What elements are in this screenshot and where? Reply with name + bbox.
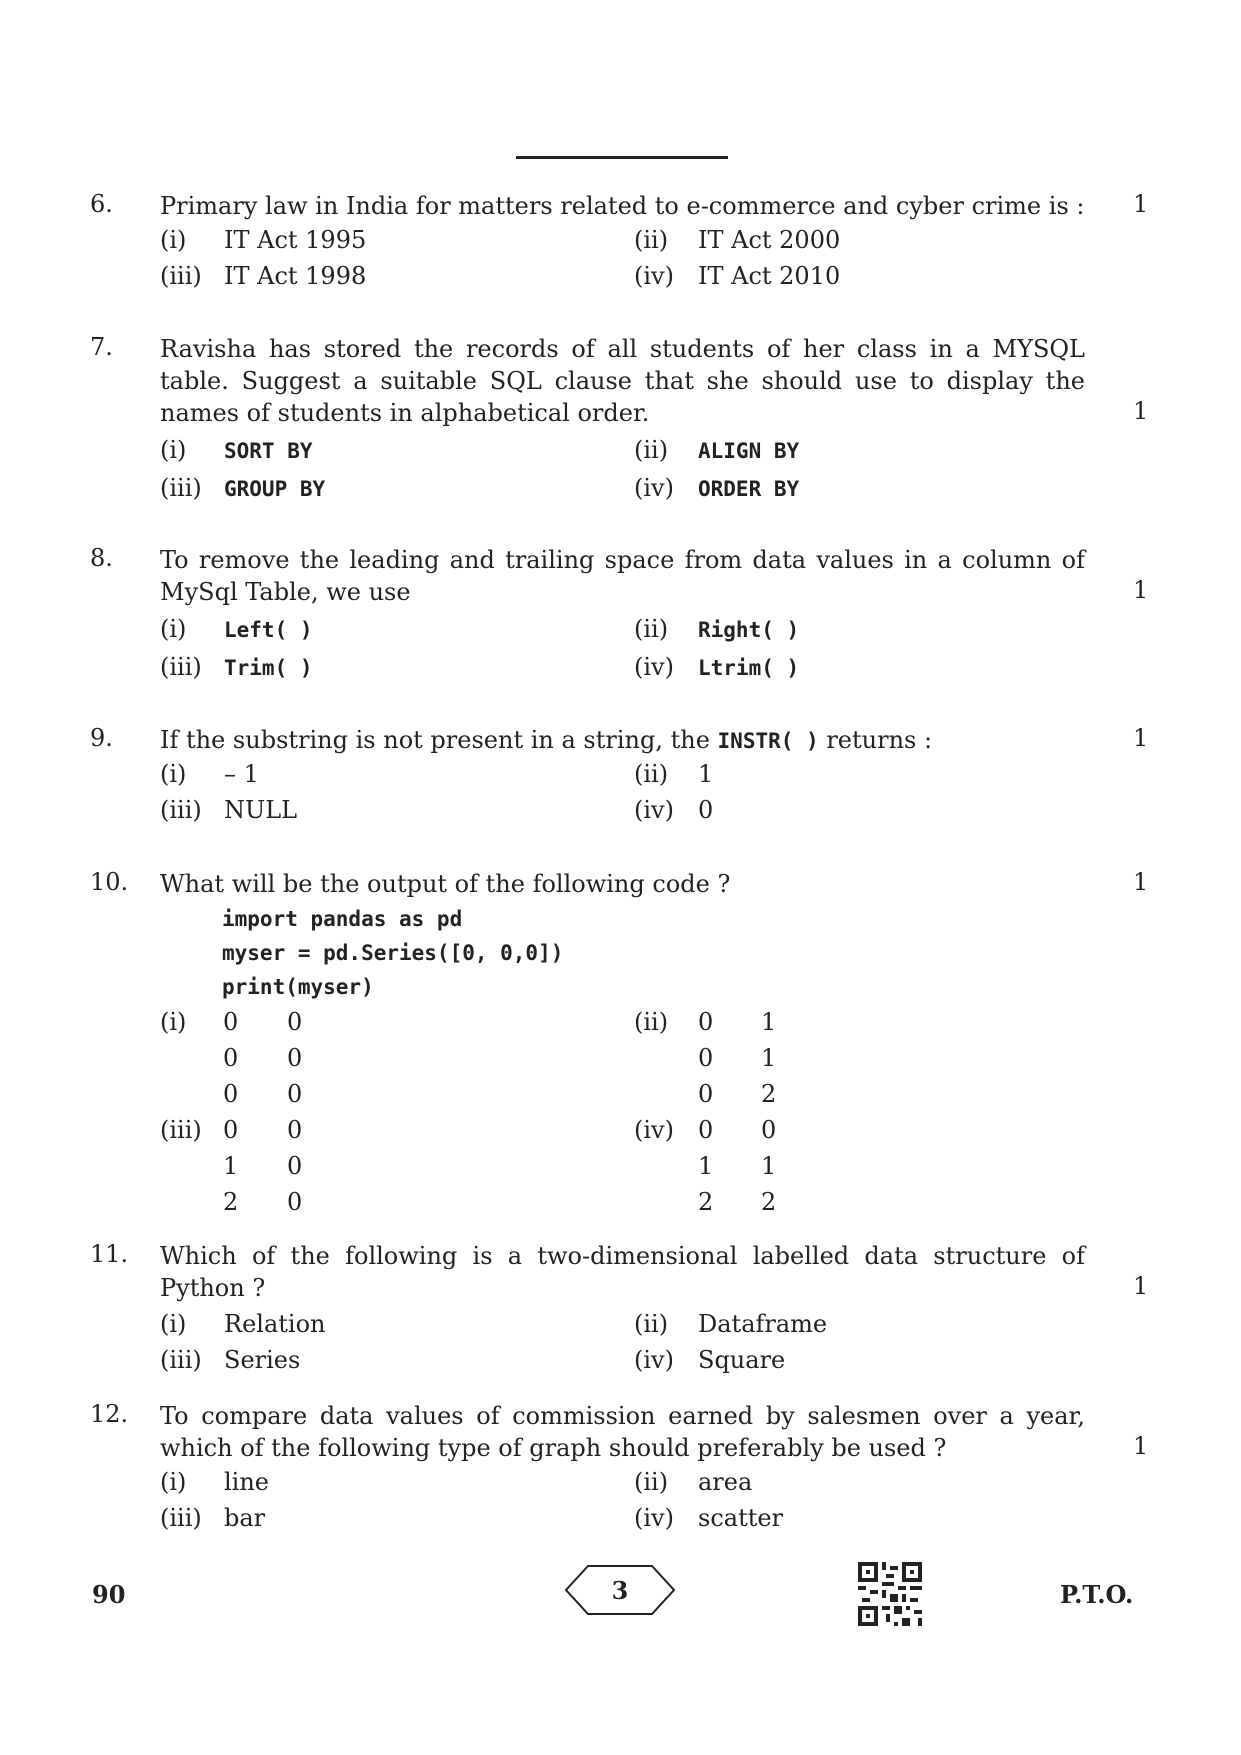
page-number: 3 bbox=[611, 1576, 629, 1605]
output-value: 0 bbox=[287, 1116, 303, 1144]
option-iii: (iii) bar bbox=[160, 1504, 266, 1532]
code-line-2: myser = pd.Series([0, 0,0]) bbox=[222, 941, 564, 965]
option-ii: (ii) area bbox=[634, 1468, 753, 1496]
output-value: 0 bbox=[287, 1044, 303, 1072]
marks: 1 bbox=[1133, 1272, 1149, 1300]
question-number: 7. bbox=[90, 333, 113, 361]
output-value: 2 bbox=[761, 1188, 777, 1216]
option-ii: (ii) IT Act 2000 bbox=[634, 226, 841, 254]
option-i: (i) Relation bbox=[160, 1310, 326, 1338]
option-iv: (iv) scatter bbox=[634, 1504, 784, 1532]
output-value: 0 bbox=[287, 1008, 303, 1036]
option-iii: (iii) NULL bbox=[160, 796, 298, 824]
output-value: 0 bbox=[287, 1188, 303, 1216]
question-text: Primary law in India for matters related to e-commerce and cyber crime is : bbox=[160, 192, 1085, 220]
question-text: To compare data values of commission earned by salesmen over a year, which of the following type of graph should preferably be used ? bbox=[160, 1402, 1085, 1462]
output-value: 0 bbox=[287, 1080, 303, 1108]
question-number: 10. bbox=[90, 868, 129, 896]
output-index: 1 bbox=[223, 1152, 239, 1180]
output-value: 1 bbox=[761, 1008, 777, 1036]
output-index: 2 bbox=[698, 1188, 714, 1216]
option-label: (iv) bbox=[634, 1116, 674, 1144]
marks: 1 bbox=[1133, 397, 1149, 425]
page-number-badge bbox=[564, 1564, 676, 1616]
question-number: 6. bbox=[90, 190, 113, 218]
marks: 1 bbox=[1133, 724, 1149, 752]
output-value: 1 bbox=[761, 1152, 777, 1180]
question-number: 8. bbox=[90, 544, 113, 572]
option-iii: (iii) GROUP BY bbox=[160, 474, 326, 502]
pto-label: P.T.O. bbox=[1060, 1580, 1134, 1609]
output-value: 0 bbox=[287, 1152, 303, 1180]
question-text: What will be the output of the following code ? bbox=[160, 870, 731, 898]
option-i: (i) Left( ) bbox=[160, 615, 313, 643]
separator-line bbox=[516, 156, 728, 159]
option-iv: (iv) 0 bbox=[634, 796, 714, 824]
output-index: 0 bbox=[698, 1116, 714, 1144]
output-value: 2 bbox=[761, 1080, 777, 1108]
output-value: 0 bbox=[761, 1116, 777, 1144]
output-index: 0 bbox=[223, 1080, 239, 1108]
question-number: 12. bbox=[90, 1400, 129, 1428]
output-index: 0 bbox=[698, 1044, 714, 1072]
code-line-1: import pandas as pd bbox=[222, 907, 463, 931]
output-index: 0 bbox=[223, 1008, 239, 1036]
option-ii: (ii) Right( ) bbox=[634, 615, 800, 643]
output-index: 0 bbox=[223, 1044, 239, 1072]
option-i: (i) SORT BY bbox=[160, 436, 313, 464]
option-label: (iii) bbox=[160, 1116, 202, 1144]
option-label: (ii) bbox=[634, 1008, 669, 1036]
option-ii: (ii) ALIGN BY bbox=[634, 436, 800, 464]
option-iii: (iii) IT Act 1998 bbox=[160, 262, 367, 290]
option-i: (i) – 1 bbox=[160, 760, 259, 788]
option-iv: (iv) Ltrim( ) bbox=[634, 653, 800, 681]
marks: 1 bbox=[1133, 190, 1149, 218]
marks: 1 bbox=[1133, 868, 1149, 896]
output-index: 0 bbox=[223, 1116, 239, 1144]
output-index: 1 bbox=[698, 1152, 714, 1180]
marks: 1 bbox=[1133, 576, 1149, 604]
option-iii: (iii) Trim( ) bbox=[160, 653, 313, 681]
option-iv: (iv) ORDER BY bbox=[634, 474, 800, 502]
output-value: 1 bbox=[761, 1044, 777, 1072]
question-text: Which of the following is a two-dimensional labelled data structure of Python ? bbox=[160, 1242, 1085, 1302]
option-i: (i) IT Act 1995 bbox=[160, 226, 367, 254]
option-ii: (ii) 1 bbox=[634, 760, 714, 788]
option-iv: (iv) IT Act 2010 bbox=[634, 262, 841, 290]
option-iv: (iv) Square bbox=[634, 1346, 786, 1374]
output-index: 0 bbox=[698, 1008, 714, 1036]
paper-code: 90 bbox=[92, 1580, 126, 1609]
marks: 1 bbox=[1133, 1432, 1149, 1460]
question-number: 9. bbox=[90, 724, 113, 752]
output-index: 2 bbox=[223, 1188, 239, 1216]
option-iii: (iii) Series bbox=[160, 1346, 301, 1374]
question-number: 11. bbox=[90, 1240, 129, 1268]
qr-code-icon bbox=[858, 1562, 922, 1626]
code-line-3: print(myser) bbox=[222, 975, 374, 999]
option-i: (i) line bbox=[160, 1468, 270, 1496]
question-text: Ravisha has stored the records of all students of her class in a MYSQL table. Suggest a suitable SQL clause that she should use to display the names of students in alphabetical order. bbox=[160, 335, 1085, 427]
option-ii: (ii) Dataframe bbox=[634, 1310, 828, 1338]
output-index: 0 bbox=[698, 1080, 714, 1108]
question-text: To remove the leading and trailing space from data values in a column of MySql Table, we use bbox=[160, 546, 1085, 606]
question-text: If the substring is not present in a string, the INSTR( ) returns : bbox=[160, 726, 933, 754]
option-label: (i) bbox=[160, 1008, 187, 1036]
